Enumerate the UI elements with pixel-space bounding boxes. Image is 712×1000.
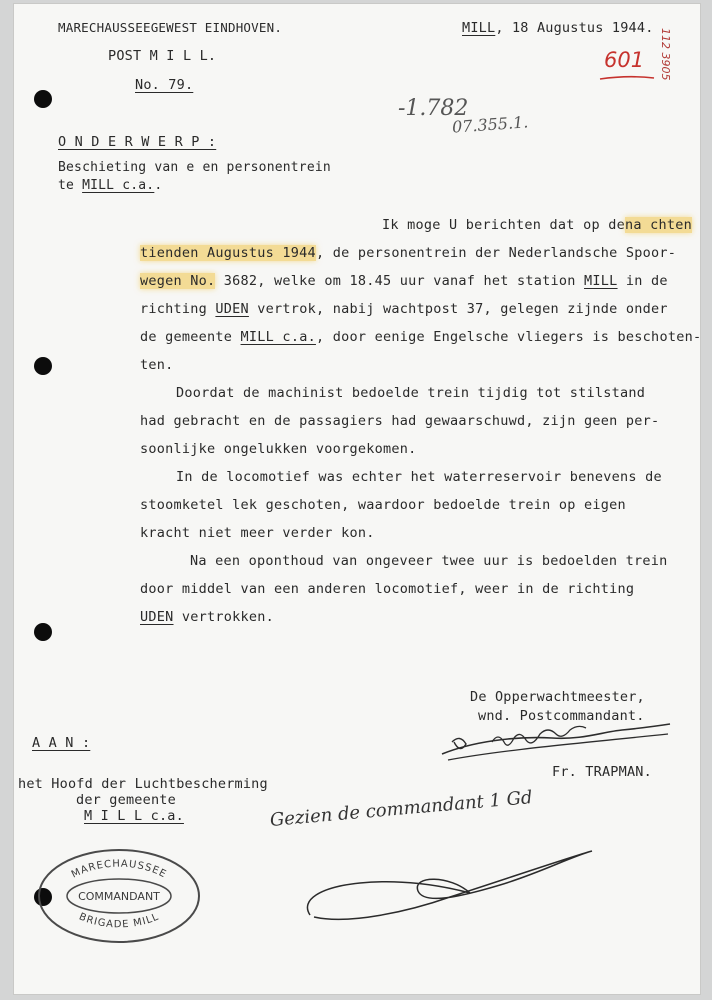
punch-hole-3	[34, 623, 52, 641]
body-text: , de personentrein der Nederlandsche Spoor-	[315, 245, 677, 261]
body-text: in de	[617, 273, 668, 289]
place-name: UDEN	[215, 301, 249, 317]
punch-hole-1	[34, 90, 52, 108]
red-ink-underline	[598, 74, 658, 82]
pencil-annotation-2: 07.355.1.	[451, 112, 529, 137]
body-text: Ik moge U berichten dat op de	[382, 217, 625, 233]
body-line-1	[382, 217, 692, 233]
date-line	[462, 20, 654, 36]
punch-hole-2	[34, 357, 52, 375]
highlighted-text: na chten	[624, 217, 692, 233]
subject-line-2	[58, 178, 162, 193]
stamp-top-text: MARECHAUSSEE	[69, 858, 169, 881]
body-line-11: stoomketel lek geschoten, waardoor bedoelde trein op eigen	[140, 497, 626, 513]
body-text: 3682, welke om 18.45 uur vanaf het station	[215, 273, 585, 289]
body-line-8: had gebracht en de passagiers had gewaarschuwd, zijn geen per-	[140, 413, 660, 429]
body-line-7: Doordat de machinist bedoelde trein tijdig tot stilstand	[176, 385, 646, 401]
body-text: de gemeente	[140, 329, 241, 345]
body-text: richting	[140, 301, 216, 317]
body-text: vertrok, nabij wachtpost 37, gelegen zijnde onder	[248, 301, 668, 317]
body-line-13: Na een oponthoud van ongeveer twee uur is bedoelden trein	[190, 553, 668, 569]
signature-role: wnd. Postcommandant.	[478, 708, 645, 724]
signature-name: Fr. TRAPMAN.	[552, 764, 652, 780]
handwritten-note: Gezien de commandant 1 Gd	[269, 787, 534, 831]
date-place: MILL	[462, 20, 496, 36]
date-text: , 18 Augustus 1944.	[495, 20, 654, 36]
recipient-line-1: het Hoofd der Luchtbescherming	[18, 776, 268, 792]
body-text: vertrokken.	[173, 609, 275, 625]
subject-line-2-prefix: te	[58, 178, 83, 193]
subject-label: O N D E R W E R P :	[58, 134, 217, 150]
recipient-label: A A N :	[32, 735, 91, 751]
stamp-center-text: COMMANDANT	[78, 890, 160, 903]
post-heading: POST M I L L.	[108, 48, 217, 64]
highlighted-text: wegen No.	[140, 273, 216, 289]
recipient-line-2: der gemeente	[76, 792, 176, 808]
district-heading: MARECHAUSSEEGEWEST EINDHOVEN.	[58, 20, 283, 35]
body-line-2	[140, 245, 676, 261]
body-line-12: kracht niet meer verder kon.	[140, 525, 375, 541]
body-line-6: ten.	[140, 357, 174, 373]
body-line-14: door middel van een anderen locomotief, weer in de richting	[140, 581, 635, 597]
place-name: MILL c.a.	[240, 329, 316, 345]
pencil-annotation-1: -1.782	[398, 96, 469, 121]
stamp-bottom-text: BRIGADE MILL	[77, 911, 161, 931]
highlighted-text: tienden Augustus 1944	[140, 245, 316, 261]
body-line-9: soonlijke ongelukken voorgekomen.	[140, 441, 417, 457]
place-name: UDEN	[140, 609, 174, 625]
body-line-15	[140, 609, 274, 625]
body-line-5	[140, 329, 701, 345]
subject-place: MILL c.a.	[82, 178, 155, 193]
official-stamp	[34, 846, 204, 950]
body-line-10: In de locomotief was echter het waterreservoir benevens de	[176, 469, 662, 485]
signature-rank: De Opperwachtmeester,	[470, 689, 645, 705]
body-line-3	[140, 273, 668, 289]
body-text: , door eenige Engelsche vliegers is beschoten-	[315, 329, 702, 345]
margin-reference-note: 112 3905	[659, 28, 672, 81]
handwritten-flourish	[300, 845, 600, 930]
place-name: MILL	[584, 273, 618, 289]
subject-line-1: Beschieting van e en personentrein	[58, 160, 331, 175]
handwritten-signature	[432, 712, 682, 772]
recipient-line-3: M I L L c.a.	[84, 808, 184, 824]
body-line-4	[140, 301, 668, 317]
subject-line-2-suffix: .	[154, 178, 163, 193]
document-number: No. 79.	[135, 77, 194, 93]
red-ink-number: 601	[604, 48, 645, 72]
